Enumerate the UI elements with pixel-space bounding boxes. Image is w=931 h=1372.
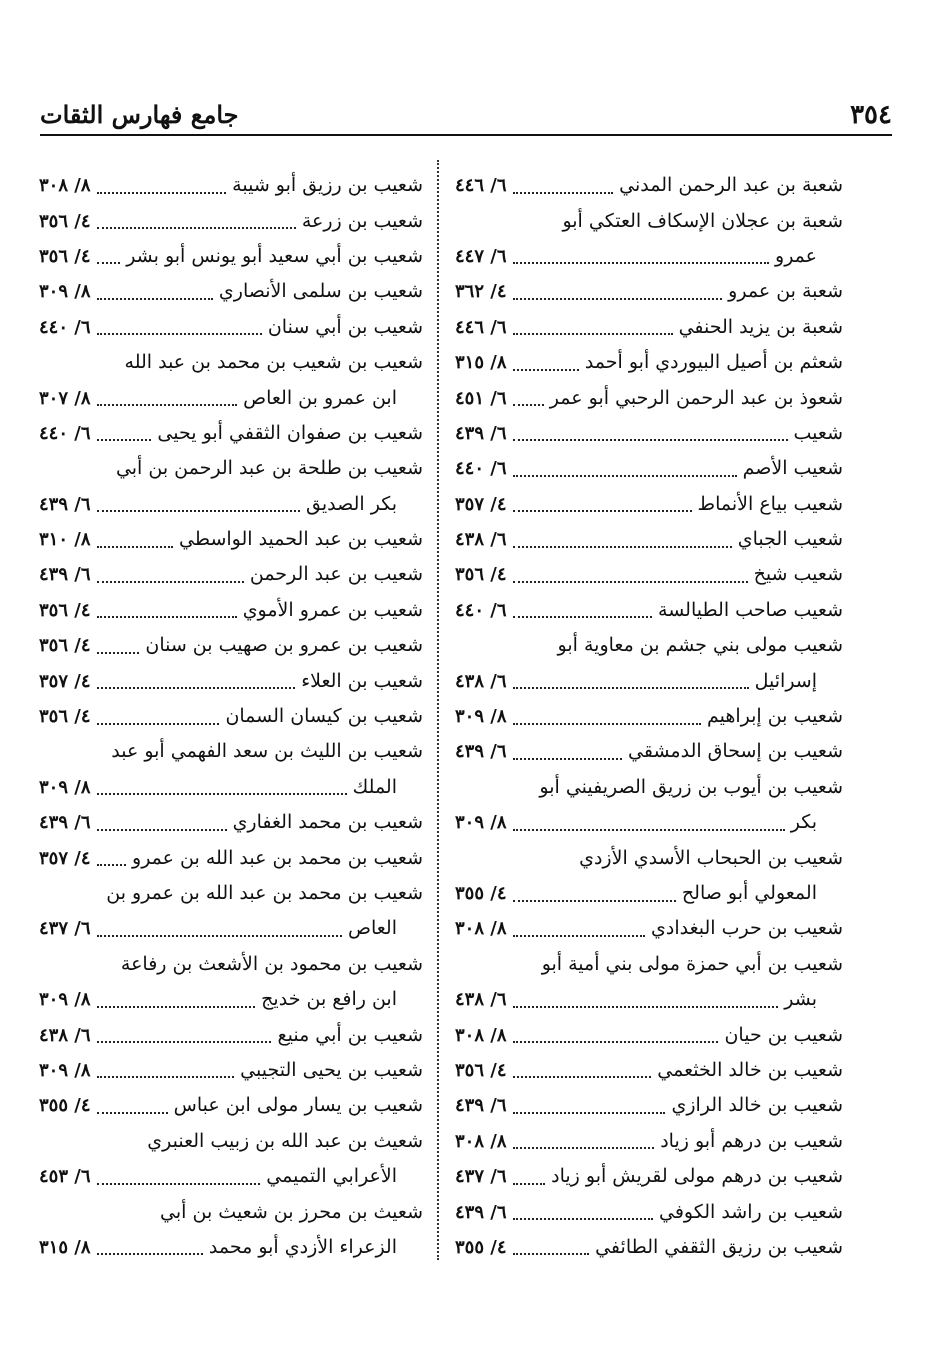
entry-reference: ٦/ ٤٣٨ bbox=[455, 989, 507, 1011]
entry-reference: ٨/ ٣٠٨ bbox=[455, 1130, 507, 1152]
index-entry bbox=[39, 274, 423, 309]
entry-name: شعيب بن كيسان السمان bbox=[225, 705, 423, 728]
entry-reference: ٤/ ٣٥٦ bbox=[455, 564, 507, 586]
index-entry bbox=[455, 1194, 843, 1229]
entry-reference: ٦/ ٤٣٧ bbox=[455, 1166, 507, 1188]
leader-dots bbox=[513, 532, 732, 548]
leader-dots bbox=[97, 319, 262, 335]
index-entry bbox=[39, 380, 423, 415]
entry-name: شعيب شيخ bbox=[753, 563, 843, 586]
entry-name: شعيب بن خالد الرازي bbox=[671, 1094, 843, 1117]
index-entry bbox=[455, 487, 843, 522]
leader-dots bbox=[97, 815, 227, 831]
index-entry bbox=[455, 947, 843, 982]
entry-name: بشر bbox=[784, 988, 817, 1011]
index-entry bbox=[39, 947, 423, 982]
entry-reference: ٨/ ٣٠٩ bbox=[39, 1059, 91, 1081]
leader-dots bbox=[513, 1169, 546, 1185]
entry-name: عمرو bbox=[775, 244, 817, 267]
entry-name: شعيب بن إبراهيم bbox=[706, 705, 843, 728]
entry-name: شعيب بن درهم أبو زياد bbox=[660, 1129, 843, 1152]
leader-dots bbox=[513, 1204, 653, 1220]
index-entry bbox=[455, 310, 843, 345]
entry-reference: ٤/ ٣٥٥ bbox=[455, 1236, 507, 1258]
index-entry bbox=[455, 380, 843, 415]
entry-name: شعيب بن أبي حمزة مولى بني أمية أبو bbox=[541, 952, 843, 975]
entry-name: شعيب بن عمرو الأموي bbox=[242, 598, 423, 621]
index-entry bbox=[455, 663, 843, 698]
index-entry bbox=[455, 593, 843, 628]
index-entry bbox=[39, 840, 423, 875]
entry-name: الملك bbox=[352, 775, 397, 798]
index-entry bbox=[455, 805, 843, 840]
entry-name: شعيب بن أبي سعيد أبو يونس أبو بشر bbox=[126, 244, 423, 267]
entry-reference: ٦/ ٤٣٩ bbox=[39, 564, 91, 586]
leader-dots bbox=[513, 355, 579, 371]
index-entry bbox=[455, 1124, 843, 1159]
leader-dots bbox=[97, 850, 126, 866]
index-entry bbox=[39, 168, 423, 203]
index-entry bbox=[39, 876, 423, 911]
entry-reference: ٦/ ٤٣٩ bbox=[455, 741, 507, 763]
entry-name: شعيب بن أبي منيع bbox=[277, 1023, 423, 1046]
index-entry bbox=[455, 911, 843, 946]
index-entry bbox=[455, 876, 843, 911]
entry-name: شعيب بن رزيق الثقفي الطائفي bbox=[595, 1235, 843, 1258]
leader-dots bbox=[513, 1062, 652, 1078]
index-entry bbox=[455, 1230, 843, 1265]
leader-dots bbox=[97, 178, 227, 194]
entry-reference: ٨/ ٣٠٩ bbox=[455, 812, 507, 834]
entry-name: شعيب بن محمود بن الأشعث بن رفاعة bbox=[120, 952, 423, 975]
entry-name: شعيب بن رزيق أبو شيبة bbox=[232, 174, 423, 197]
index-entry bbox=[455, 345, 843, 380]
index-entry bbox=[39, 203, 423, 238]
index-entry bbox=[455, 1088, 843, 1123]
entry-reference: ٤/ ٣٥٦ bbox=[39, 599, 91, 621]
entry-reference: ٦/ ٤٣٩ bbox=[455, 1095, 507, 1117]
index-entry bbox=[455, 1159, 843, 1194]
leader-dots bbox=[513, 178, 614, 194]
entry-reference: ٤/ ٣٥٦ bbox=[39, 635, 91, 657]
entry-reference: ٨/ ٣١٠ bbox=[39, 529, 91, 551]
entry-name: شعيب الأصم bbox=[742, 457, 843, 480]
entry-name: شعيب بن شعيب بن محمد بن عبد الله bbox=[124, 351, 423, 374]
column-divider bbox=[437, 160, 439, 1260]
index-entry bbox=[455, 274, 843, 309]
index-entry bbox=[39, 239, 423, 274]
leader-dots bbox=[513, 567, 748, 583]
index-entry bbox=[39, 1194, 423, 1229]
entry-reference: ٨/ ٣٠٨ bbox=[455, 1024, 507, 1046]
leader-dots bbox=[513, 425, 788, 441]
leader-dots bbox=[97, 638, 140, 654]
entry-name: شعيب بن طلحة بن عبد الرحمن بن أبي bbox=[115, 457, 423, 480]
index-entry bbox=[455, 840, 843, 875]
index-entry bbox=[39, 663, 423, 698]
index-entry bbox=[39, 1088, 423, 1123]
index-entry bbox=[455, 203, 843, 238]
entry-name: العاص bbox=[348, 917, 397, 940]
entry-reference: ٤/ ٣٥٦ bbox=[455, 1059, 507, 1081]
index-entry bbox=[455, 416, 843, 451]
entry-name: شعوذ بن عبد الرحمن الرحبي أبو عمر bbox=[549, 386, 843, 409]
entry-name: شعيب بن الحبحاب الأسدي الأزدي bbox=[579, 846, 843, 869]
entry-name: شعيب بن محمد بن عبد الله بن عمرو بن bbox=[106, 882, 423, 904]
leader-dots bbox=[97, 1098, 168, 1114]
entry-name: شعيث بن محرز بن شعيث بن أبي bbox=[160, 1200, 423, 1223]
entry-reference: ٦/ ٤٤٦ bbox=[455, 316, 507, 338]
entry-name: شعيب الجباي bbox=[737, 528, 843, 551]
entry-name: شعبة بن يزيد الحنفي bbox=[678, 315, 843, 338]
leader-dots bbox=[97, 213, 296, 229]
leader-dots bbox=[97, 1169, 261, 1185]
entry-name: شعيب بن أبي سنان bbox=[267, 315, 423, 338]
entry-name: شعيب بن إسحاق الدمشقي bbox=[628, 740, 843, 763]
entry-reference: ٦/ ٤٤٠ bbox=[455, 599, 507, 621]
entry-reference: ٤/ ٣٥٥ bbox=[39, 1095, 91, 1117]
entry-name: ابن رافع بن خديج bbox=[261, 988, 397, 1011]
leader-dots bbox=[97, 673, 296, 689]
leader-dots bbox=[513, 461, 737, 477]
entry-name: شعثم بن أصيل البيوردي أبو أحمد bbox=[584, 351, 843, 374]
leader-dots bbox=[513, 390, 544, 406]
index-entry bbox=[39, 628, 423, 663]
entry-reference: ٦/ ٤٤٧ bbox=[455, 245, 507, 267]
index-entry bbox=[39, 805, 423, 840]
index-entry bbox=[455, 699, 843, 734]
index-entry bbox=[455, 734, 843, 769]
leader-dots bbox=[513, 319, 673, 335]
index-entry bbox=[455, 557, 843, 592]
leader-dots bbox=[513, 886, 676, 902]
entry-reference: ٦/ ٤٤٠ bbox=[39, 316, 91, 338]
entry-name: الأعرابي التميمي bbox=[266, 1165, 397, 1188]
index-entry bbox=[455, 451, 843, 486]
entry-reference: ٤/ ٣٥٦ bbox=[39, 245, 91, 267]
entry-reference: ٨/ ٣٠٩ bbox=[39, 776, 91, 798]
leader-dots bbox=[97, 709, 220, 725]
leader-dots bbox=[513, 248, 769, 264]
index-entry bbox=[39, 310, 423, 345]
entry-reference: ٨/ ٣٠٩ bbox=[39, 281, 91, 303]
index-entry bbox=[39, 416, 423, 451]
leader-dots bbox=[97, 425, 152, 441]
entry-reference: ٤/ ٣٥٦ bbox=[39, 210, 91, 232]
leader-dots bbox=[513, 709, 701, 725]
entry-name: شعيب بن الليث بن سعد الفهمي أبو عبد bbox=[111, 740, 423, 763]
index-entry bbox=[39, 345, 423, 380]
entry-reference: ٤/ ٣٥٧ bbox=[39, 847, 91, 869]
entry-name: إسرائيل bbox=[754, 669, 817, 692]
index-column-left bbox=[39, 168, 423, 1265]
leader-dots bbox=[97, 284, 213, 300]
entry-name: شعيب بن العلاء bbox=[301, 669, 423, 692]
index-entry bbox=[39, 770, 423, 805]
leader-dots bbox=[513, 1239, 590, 1255]
entry-reference: ٦/ ٤٣٩ bbox=[39, 493, 91, 515]
leader-dots bbox=[97, 248, 121, 264]
leader-dots bbox=[97, 390, 238, 406]
index-entry bbox=[39, 699, 423, 734]
entry-name: المعولي أبو صالح bbox=[681, 882, 817, 904]
entry-name: شعيب مولى بني جشم بن معاوية أبو bbox=[557, 634, 843, 657]
entry-name: شعيب بن عمرو بن صهيب بن سنان bbox=[145, 634, 423, 657]
page-header bbox=[40, 96, 892, 136]
entry-name: شعيب بن حرب البغدادي bbox=[650, 917, 843, 940]
index-entry bbox=[455, 770, 843, 805]
leader-dots bbox=[97, 779, 347, 795]
index-entry bbox=[39, 1053, 423, 1088]
entry-name: شعبة بن عمرو bbox=[728, 280, 843, 303]
index-entry bbox=[455, 628, 843, 663]
entry-reference: ٨/ ٣٠٩ bbox=[39, 989, 91, 1011]
leader-dots bbox=[97, 992, 256, 1008]
index-entry bbox=[455, 982, 843, 1017]
leader-dots bbox=[97, 567, 244, 583]
leader-dots bbox=[513, 1133, 655, 1149]
leader-dots bbox=[513, 284, 723, 300]
entry-name: شعيب بن عبد الرحمن bbox=[249, 563, 423, 586]
index-entry bbox=[39, 1124, 423, 1159]
index-entry bbox=[39, 1159, 423, 1194]
entry-reference: ٤/ ٣٥٦ bbox=[39, 706, 91, 728]
entry-reference: ٨/ ٣١٥ bbox=[39, 1236, 91, 1258]
entry-reference: ٨/ ٣٠٩ bbox=[455, 706, 507, 728]
leader-dots bbox=[513, 815, 785, 831]
entry-name: شعيب بن راشد الكوفي bbox=[659, 1200, 843, 1223]
index-entry bbox=[39, 911, 423, 946]
entry-name: شعيب بن يسار مولى ابن عباس bbox=[173, 1094, 423, 1117]
page-number: ٣٥٤ bbox=[850, 100, 892, 130]
index-entry bbox=[39, 734, 423, 769]
index-entry bbox=[39, 522, 423, 557]
entry-reference: ٦/ ٤٣٩ bbox=[455, 1201, 507, 1223]
entry-reference: ٦/ ٤٤٠ bbox=[39, 422, 91, 444]
entry-reference: ٦/ ٤٤٠ bbox=[455, 458, 507, 480]
entry-reference: ٤/ ٣٥٥ bbox=[455, 883, 507, 904]
index-column-right bbox=[455, 168, 843, 1265]
entry-reference: ٦/ ٤٣٩ bbox=[39, 812, 91, 834]
entry-name: شعيب بياع الأنماط bbox=[697, 492, 843, 515]
entry-reference: ٦/ ٤٣٨ bbox=[455, 670, 507, 692]
entry-reference: ٤/ ٣٥٧ bbox=[39, 670, 91, 692]
entry-reference: ٦/ ٤٥٣ bbox=[39, 1166, 91, 1188]
leader-dots bbox=[97, 921, 342, 937]
entry-name: شعبة بن عبد الرحمن المدني bbox=[619, 174, 843, 197]
leader-dots bbox=[513, 496, 692, 512]
entry-reference: ٤/ ٣٦٢ bbox=[455, 281, 507, 303]
entry-name: شعيب بن محمد بن عبد الله بن عمرو bbox=[132, 846, 423, 869]
entry-name: شعيب بن صفوان الثقفي أبو يحيى bbox=[157, 421, 423, 444]
entry-name: شعيب بن يحيى التجيبي bbox=[240, 1058, 423, 1081]
index-entry bbox=[39, 451, 423, 486]
leader-dots bbox=[513, 992, 779, 1008]
entry-reference: ٨/ ٣٠٨ bbox=[39, 175, 91, 197]
index-entry bbox=[455, 522, 843, 557]
index-entry bbox=[39, 1230, 423, 1265]
leader-dots bbox=[97, 532, 174, 548]
entry-name: شعيب بن درهم مولى لقريش أبو زياد bbox=[551, 1165, 843, 1188]
entry-name: ابن عمرو بن العاص bbox=[243, 386, 397, 409]
leader-dots bbox=[513, 744, 623, 760]
entry-name: شعيث بن عبد الله بن زبيب العنبري bbox=[147, 1129, 423, 1152]
leader-dots bbox=[97, 1027, 272, 1043]
entry-name: شعيب بن حيان bbox=[724, 1023, 843, 1046]
entry-name: شعبة بن عجلان الإسكاف العتكي أبو bbox=[562, 209, 843, 232]
entry-name: شعيب بن محمد الغفاري bbox=[232, 811, 423, 834]
entry-reference: ٦/ ٤٣٨ bbox=[455, 529, 507, 551]
entry-name: بكر bbox=[790, 811, 817, 834]
index-entry bbox=[39, 982, 423, 1017]
entry-name: شعيب بن عبد الحميد الواسطي bbox=[179, 528, 423, 551]
entry-name: بكر الصديق bbox=[306, 492, 397, 515]
entry-reference: ٦/ ٤٥١ bbox=[455, 387, 507, 409]
entry-reference: ٨/ ٣٠٨ bbox=[455, 918, 507, 940]
entry-reference: ٦/ ٤٣٧ bbox=[39, 918, 91, 940]
index-entry bbox=[455, 1053, 843, 1088]
entry-reference: ٦/ ٤٣٩ bbox=[455, 422, 507, 444]
index-entry bbox=[455, 168, 843, 203]
entry-name: شعيب بن سلمى الأنصاري bbox=[218, 280, 423, 303]
entry-name: شعيب بن أيوب بن زريق الصريفيني أبو bbox=[539, 775, 843, 798]
entry-reference: ٨/ ٣١٥ bbox=[455, 352, 507, 374]
index-entry bbox=[455, 1017, 843, 1052]
index-entry bbox=[39, 557, 423, 592]
entry-name: الزعراء الأزدي أبو محمد bbox=[208, 1235, 397, 1258]
entry-name: شعيب بن خالد الخثعمي bbox=[657, 1058, 843, 1081]
leader-dots bbox=[97, 602, 237, 618]
index-entry bbox=[39, 1017, 423, 1052]
leader-dots bbox=[513, 1098, 666, 1114]
entry-name: شعيب بن زرعة bbox=[301, 209, 423, 232]
leader-dots bbox=[97, 496, 301, 512]
index-entry bbox=[455, 239, 843, 274]
entry-reference: ٤/ ٣٥٧ bbox=[455, 493, 507, 515]
index-entry bbox=[39, 487, 423, 522]
leader-dots bbox=[513, 1027, 719, 1043]
leader-dots bbox=[513, 602, 652, 618]
book-title: جامع فهارس الثقات bbox=[40, 100, 239, 129]
index-entry bbox=[39, 593, 423, 628]
leader-dots bbox=[513, 673, 749, 689]
leader-dots bbox=[97, 1239, 203, 1255]
entry-name: شعيب bbox=[793, 421, 843, 444]
leader-dots bbox=[97, 1062, 235, 1078]
entry-name: شعيب صاحب الطيالسة bbox=[658, 598, 843, 621]
entry-reference: ٦/ ٤٤٦ bbox=[455, 175, 507, 197]
entry-reference: ٨/ ٣٠٧ bbox=[39, 387, 91, 409]
leader-dots bbox=[513, 921, 645, 937]
entry-reference: ٦/ ٤٣٨ bbox=[39, 1024, 91, 1046]
